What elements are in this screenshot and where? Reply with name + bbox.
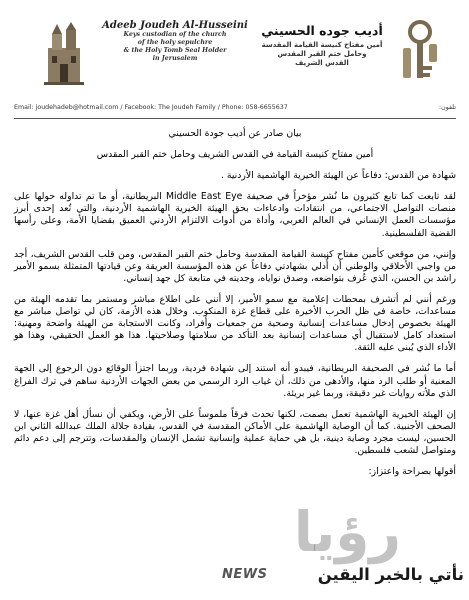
arabic-title-line: القدس الشريف — [295, 59, 349, 67]
holy-key-seal-icon — [397, 18, 443, 86]
english-name: Adeeb Joudeh Al-Husseini — [102, 20, 248, 31]
arabic-name: أديب جوده الحسيني — [261, 23, 383, 38]
paragraph: أما ما نُشر في الصحيفة البريطانية، فيبدو أنه استند إلى شهادة فردية، وربما اجتزأ الوقائع دون الرجوع إلى الجهة المعنية أو طلب الرد منها، والأدهى من ذلك، أن غياب الرد الرسمي من بعض الجهات الأردنية ساهم في ترك الفراغ الذي ملأته روايات غير دقيقة، وربما غير بريئة. — [14, 363, 456, 399]
watermark-news-label: NEWS — [222, 567, 268, 582]
watermark-slogan: نأتي بالخبر اليقين — [317, 565, 464, 584]
statement-subject: شهادة من القدس: دفاعاً عن الهيئة الخيرية الهاشمية الأردنية . — [220, 170, 456, 182]
paragraph: لقد تابعت كما تابع كثيرون ما نُشر مؤخراً في صحيفة Middle East Eye البريطانية، أو ما تم تداوله حولها على منصات التواصل الاجتماعي، من انتقادات وادعاءات بحق الهيئة الخيرية الهاشمية الأردنية، والتي تُعد إحدى أبرز مؤسسات العمل الإنساني في العالم العربي، وأداة من أدوات الالتزام الأردني العميق بقضايا الأمة، وعلى رأسها القضية الفلسطينية. — [14, 191, 456, 239]
header-divider — [14, 118, 456, 119]
arabic-title-line: وحامل ختم القبر المقدس — [277, 50, 367, 58]
statement-heading: بيان صادر عن أديب جودة الحسيني — [168, 128, 302, 139]
contact-details: Email: joudehadeb@hotmail.com / Facebook: The Joudeh Family / Phone: 058-6655637 — [14, 104, 288, 111]
letterhead-english — [100, 20, 250, 63]
letterhead — [0, 0, 469, 118]
paragraph: ورغم أنني لم أتشرف بمحطات إعلامية مع سمو الأمير، إلا أنني على اطلاع مباشر ومستمر بما تقدمه الهيئة من مساعدات، خاصة في ظل الحرب الأخيرة على قطاع غزة المنكوب. وخلال هذه الأزمة، كان لي تواصل مباشر مع الهيئة بخصوص إدخال مساعدات إنسانية وصحية من جمعيات وأفراد، وكانت الاستجابة من الهيئة واضحة ومهنية: استعداد كامل لاستقبال أي مساعدات إنسانية بعد التأكد من سلامتها وصلاحيتها. هذا هو العمل الحقيقي، وهذا هو الأداء الذي يُبنى عليه الثقة. — [14, 293, 456, 354]
english-title-line: in Jerusalem — [152, 55, 198, 62]
letterhead-arabic — [253, 23, 391, 68]
church-emblem-icon — [40, 20, 88, 86]
arabic-title-line: أمين مفتاح كنيسة القيامة المقدسة — [261, 41, 383, 49]
contact-phone-label: تلفون: — [438, 104, 456, 111]
english-title-line: & the Holy Tomb Seal Holder — [123, 47, 227, 54]
closing-line: أقولها بصراحة واعتزاز: — [368, 466, 456, 478]
statement-subheading: أمين مفتاح كنيسة القيامة في القدس الشريف وحامل ختم القبر المقدس — [96, 149, 374, 161]
watermark-logo: رؤيا — [293, 500, 402, 564]
english-title-line: of the holy sepulchre — [137, 39, 213, 46]
paragraph: إن الهيئة الخيرية الهاشمية تعمل بصمت، لكنها تحدث فرقاً ملموساً على الأرض، ويكفي أن نسأل أهل غزة عنها، لا الصحف الأجنبية. كما أن الوصاية الهاشمية على الأماكن المقدسة في القدس، بقيادة جلالة الملك عبدالله الثاني ابن الحسين، ليست مجرد وصاية دينية، بل هي حماية عملية وإنسانية تشمل الإنسان والمقدسات، وتترجم إلى دعم دائم ومتواصل لشعب فلسطين. — [14, 408, 456, 456]
english-title-line: Keys custodian of the church — [123, 31, 227, 38]
contact-line — [14, 104, 456, 116]
paragraph: وإنني، من موقعي كأمين مفتاح كنيسة القيامة المقدسة وحامل ختم القبر المقدس، ومن قلب القدس الشريف، أجد من واجبي الأخلاقي والوطني أن أُدلي بشهادتي دفاعاً عن هذه المؤسسة العريقة وعن قيادتها المتمثلة بسمو الأمير راشد بن الحسن، الذي عُرف بتواضعه، وصدق نواياه، وجديته في متابعة كل جهد إنساني. — [14, 248, 456, 284]
